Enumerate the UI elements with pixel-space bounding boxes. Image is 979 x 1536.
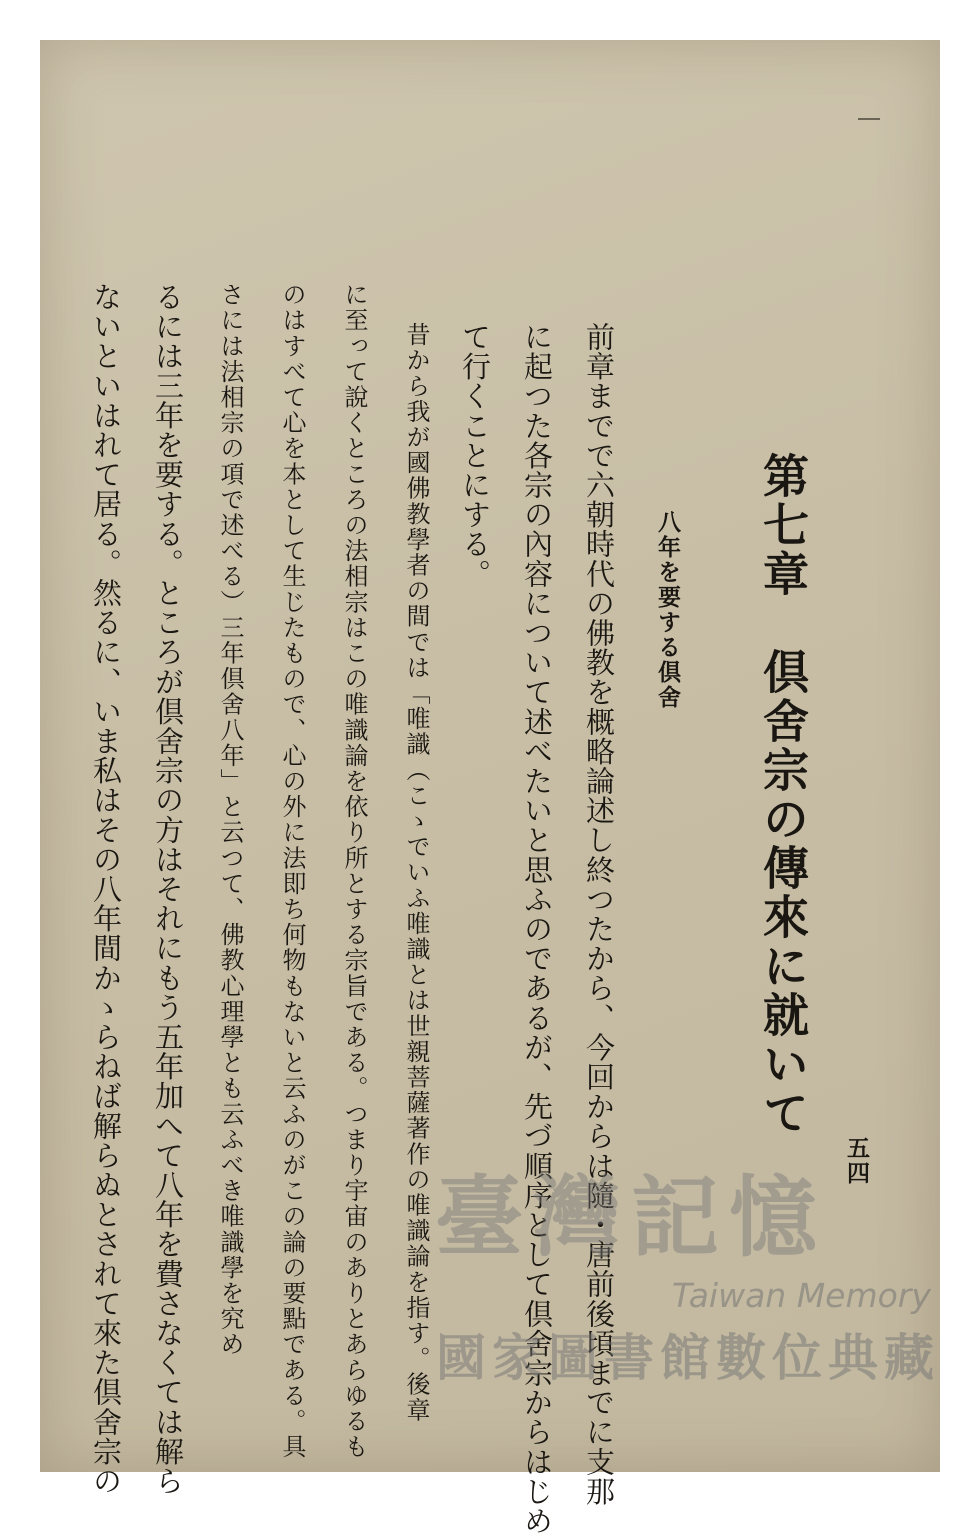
body-column-6: のはすべて心を本として生じたもので、心の外に法即ち何物もないと云ふのがこの論の要點である。具	[278, 282, 306, 1460]
chapter-title: 第七章 倶舍宗の傳來に就いて	[756, 452, 810, 1138]
body-column-5: に至って說くところの法相宗はこの唯識論を依り所とする宗旨である。つまり宇宙のありとあらゆるも	[340, 282, 368, 1460]
body-column-8: るには三年を要する。ところが倶舍宗の方はそれにもう五年加へて八年を費さなくては解ら	[151, 282, 185, 1496]
body-column-2: に起つた各宗の內容について述べたいと思ふのであるが、先づ順序として倶舍宗からはじめ	[520, 322, 554, 1536]
body-column-3: て行くことにする。	[458, 322, 492, 589]
section-heading: 八年を要する倶舍	[654, 510, 681, 710]
body-column-4: 昔から我が國佛教學者の間では「唯識（こゝでいふ唯識とは世親菩薩著作の唯識論を指す。後章	[402, 322, 430, 1423]
body-column-7: さには法相宗の項で述べる）三年倶舍八年」と云つて、佛教心理學とも云ふべき唯識學を究め	[216, 282, 244, 1358]
watermark-english: Taiwan Memory	[672, 1276, 931, 1315]
body-column-1: 前章までで六朝時代の佛教を概略論述し終つたから、今回からは隨・唐前後頃までに支那	[582, 322, 616, 1506]
watermark-logo: 臺灣記憶	[435, 1165, 828, 1269]
watermark-chinese: 國家圖書館數位典藏	[436, 1329, 940, 1387]
body-column-9: ないといはれて居る。然るに、いま私はその八年間かゝらねば解らぬとされて來た倶舍宗の	[89, 282, 123, 1496]
corner-mark	[858, 118, 880, 120]
page-number: 五四	[843, 1136, 870, 1186]
